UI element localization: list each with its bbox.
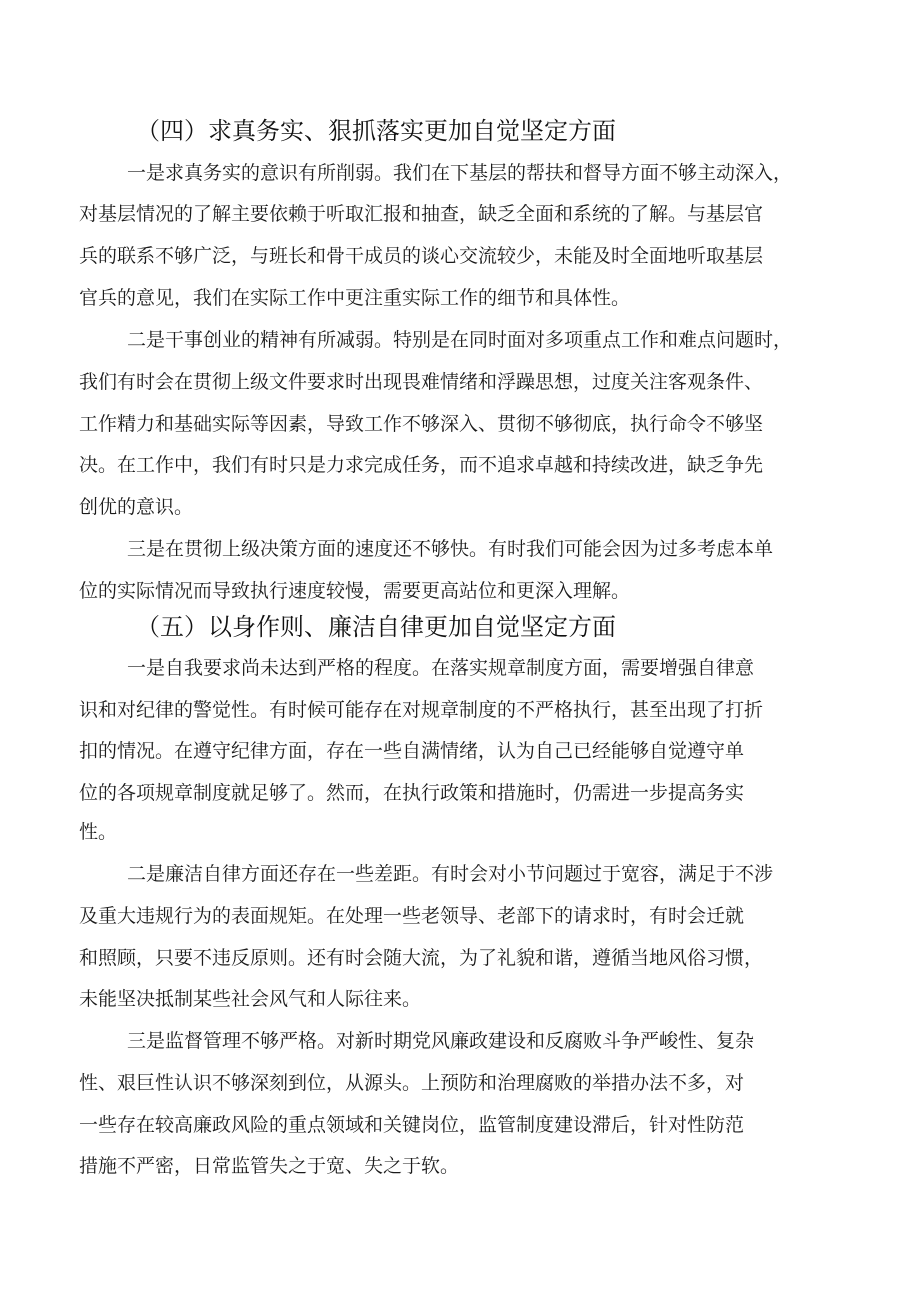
text-line: 及重大违规行为的表面规矩。在处理一些老领导、老部下的请求时，有时会迁就 xyxy=(79,905,745,927)
text-line: 措施不严密，日常监管失之于宽、失之于软。 xyxy=(79,1155,460,1177)
text-line: 位的各项规章制度就足够了。然而，在执行政策和措施时，仍需进一步提高务实 xyxy=(79,782,745,804)
text-line: 一是自我要求尚未达到严格的程度。在落实规章制度方面，需要增强自律意 xyxy=(127,657,755,679)
text-line: 性。 xyxy=(79,821,118,843)
text-line: 识和对纪律的警觉性。有时候可能存在对规章制度的不严格执行，甚至出现了打折 xyxy=(79,699,764,721)
text-line: 一些存在较高廉政风险的重点领域和关键岗位，监管制度建设滞后，针对性防范 xyxy=(79,1114,745,1136)
text-line: 工作精力和基础实际等因素，导致工作不够深入、贯彻不够彻底，执行命令不够坚 xyxy=(79,413,764,435)
text-line: 创优的意识。 xyxy=(79,496,194,518)
section-5-heading: （五）以身作则、廉洁自律更加自觉坚定方面 xyxy=(136,613,616,641)
section-4-heading: （四）求真务实、狠抓落实更加自觉坚定方面 xyxy=(136,117,616,145)
text-line: 性、艰巨性认识不够深刻到位，从源头。上预防和治理腐败的举措办法不多，对 xyxy=(79,1072,745,1094)
text-line: 三是监督管理不够严格。对新时期党风廉政建设和反腐败斗争严峻性、复杂 xyxy=(127,1030,755,1052)
text-line: 决。在工作中，我们有时只是力求完成任务，而不追求卓越和持续改进，缺乏争先 xyxy=(79,454,764,476)
text-line: 二是廉洁自律方面还存在一些差距。有时会对小节问题过于宽容，满足于不涉 xyxy=(127,863,774,885)
text-line: 官兵的意见，我们在实际工作中更注重实际工作的细节和具体性。 xyxy=(79,287,631,309)
text-line: 兵的联系不够广泛，与班长和骨干成员的谈心交流较少，未能及时全面地听取基层 xyxy=(79,245,764,267)
text-line: 我们有时会在贯彻上级文件要求时出现畏难情绪和浮躁思想，过度关注客观条件、 xyxy=(79,371,764,393)
text-line: 二是干事创业的精神有所减弱。特别是在同时面对多项重点工作和难点问题时， xyxy=(127,329,793,351)
text-line: 和照顾，只要不违反原则。还有时会随大流，为了礼貌和谐，遵循当地风俗习惯， xyxy=(79,947,764,969)
text-line: 一是求真务实的意识有所削弱。我们在下基层的帮扶和督导方面不够主动深入， xyxy=(127,162,793,184)
text-line: 未能坚决抵制某些社会风气和人际往来。 xyxy=(79,988,422,1010)
text-line: 三是在贯彻上级决策方面的速度还不够快。有时我们可能会因为过多考虑本单 xyxy=(127,538,774,560)
text-line: 位的实际情况而导致执行速度较慢，需要更高站位和更深入理解。 xyxy=(79,580,631,602)
text-line: 对基层情况的了解主要依赖于听取汇报和抽查，缺乏全面和系统的了解。与基层官 xyxy=(79,203,764,225)
text-line: 扣的情况。在遵守纪律方面，存在一些自满情绪，认为自己已经能够自觉遵守单 xyxy=(79,740,745,762)
